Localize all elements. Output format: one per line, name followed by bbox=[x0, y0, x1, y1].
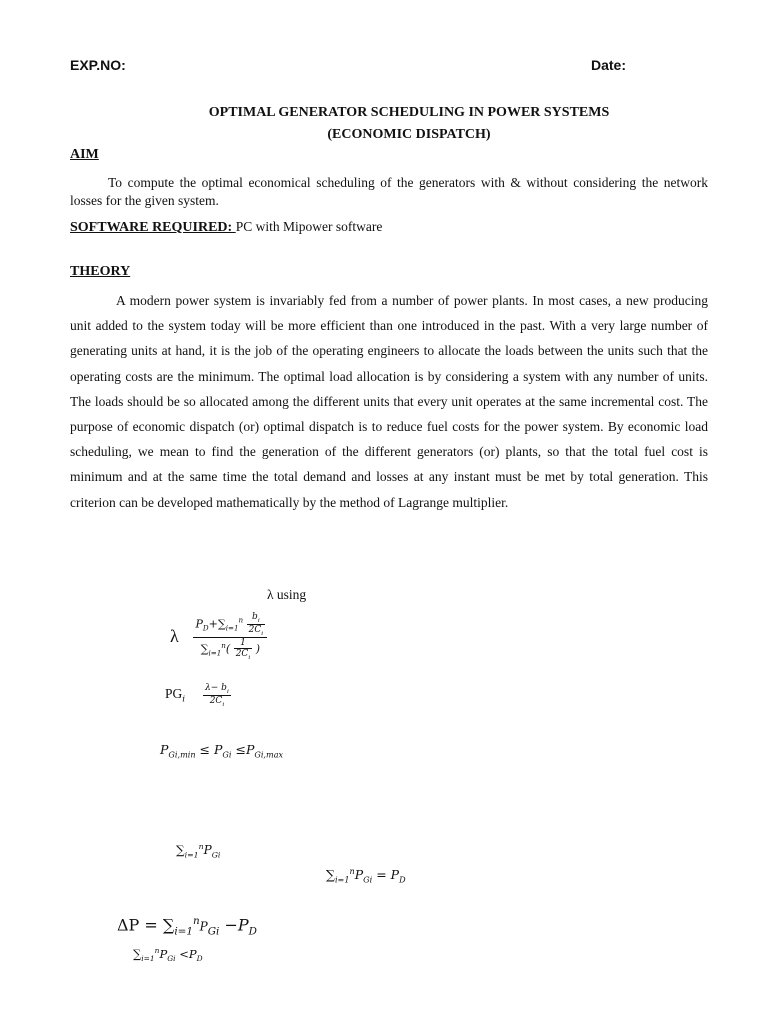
lambda-using-label: λ using bbox=[267, 587, 307, 602]
pg-label: $PG_i$ bbox=[165, 685, 186, 705]
aim-text: To compute the optimal economical scheduling of the generators with & without considering the network losses for the given system. bbox=[70, 175, 708, 208]
sum-generation: $\sum_{i=1}^nP_{Gi}$ bbox=[176, 842, 221, 860]
pg-equation bbox=[165, 683, 231, 708]
aim-heading: AIM bbox=[70, 147, 99, 162]
software-label: SOFTWARE REQUIRED: bbox=[70, 220, 236, 235]
lambda-symbol: λ bbox=[170, 625, 179, 646]
pg-fraction: $\frac{\lambda- b_i}{2C_i}$ bbox=[205, 683, 229, 708]
deficit-condition: $\sum_{i=1}^nP_{Gi} <P_D$ bbox=[133, 946, 203, 964]
document-title: OPTIMAL GENERATOR SCHEDULING IN POWER SYSTEMS bbox=[208, 105, 610, 120]
lambda-equation bbox=[170, 612, 267, 660]
theory-heading: THEORY bbox=[70, 264, 131, 279]
delta-p-equation: $\Delta P = \sum_{i=1}^nP_{Gi} -P_D$ bbox=[117, 915, 257, 938]
generation-limits: $P_{Gi,min} \le P_{Gi} \le P_{Gi,max}$ bbox=[160, 742, 284, 760]
software-value: PC with Mipower software bbox=[235, 219, 383, 234]
software-line bbox=[70, 219, 382, 236]
exp-no-label: EXP.NO: bbox=[70, 57, 126, 73]
power-balance-equation: $\sum_{i=1}^nP_{Gi} = P_D$ bbox=[326, 866, 406, 885]
lambda-numerator: $P_D+\sum_{i=1}^n$ $\frac{b_i}{2C_i}$ bbox=[193, 612, 267, 638]
theory-text: A modern power system is invariably fed from a number of power plants. In most cases, a new producing unit added to the system today will be more efficient than one introduced in the past. With a very large number of generating units at hand, it is the job of the operating engineers to allocate the loads between the units such that the operating costs are the minimum. The optimal load allocation is by considering a system with any number of units. The loads should be so allocated among the different units that every unit operates at the same incremental cost. The purpose of economic dispatch (or) optimal dispatch is to reduce fuel costs for the power system. By economic load scheduling, we mean to find the generation of the different generators (or) plants, so that the total fuel cost is minimum and at the same time the total demand and losses at any instant must be met by total generation. This criterion can be developed mathematically by the method of Lagrange multiplier. bbox=[70, 293, 708, 510]
lambda-fraction bbox=[193, 612, 267, 660]
document-subtitle: (ECONOMIC DISPATCH) bbox=[327, 127, 491, 142]
date-label: Date: bbox=[591, 57, 627, 73]
lambda-denominator: $\sum_{i=1}^n$( $\frac{1}{2C_i}$ ) bbox=[200, 637, 260, 661]
